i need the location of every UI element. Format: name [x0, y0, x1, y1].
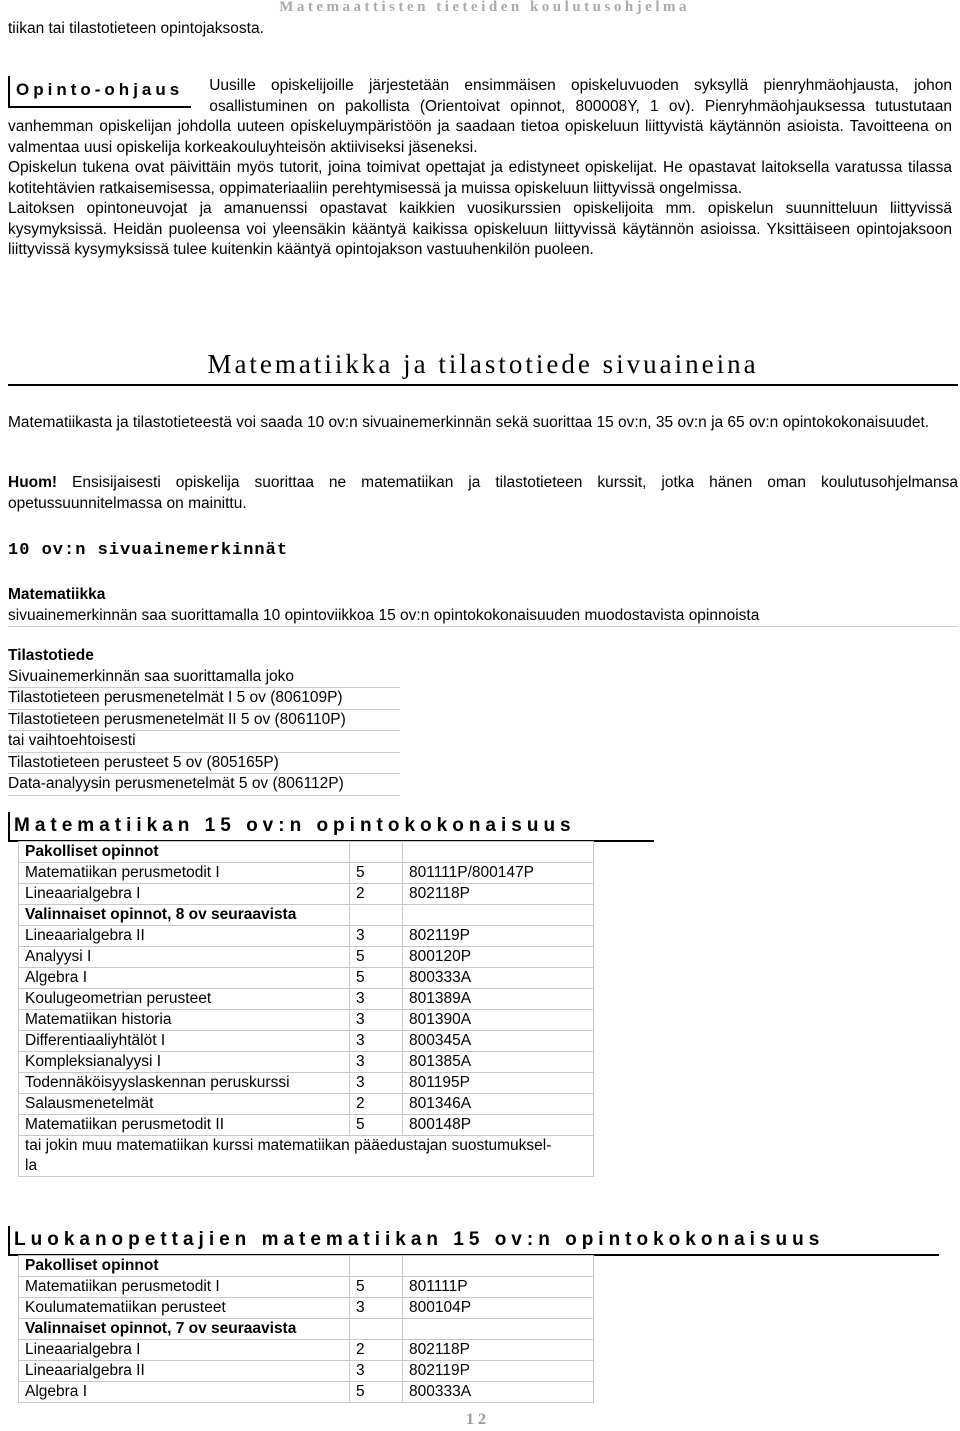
course-code: 802119P — [403, 1361, 594, 1382]
course-credits — [350, 842, 403, 863]
opinto-paragraph-2: Opiskelun tukena ovat päivittäin myös tutorit, joina toimivat opettajat ja edistyneet opiskelijat. He opastavat laitoksella varatussa tilassa kotitehtävien ratkaisemisessa, oppimateriaaliin perehtymisessä ja muissa opiskeluun liittyvissä ongelmissa. — [8, 159, 952, 197]
page-number: 12 — [466, 1411, 490, 1428]
course-credits: 3 — [350, 1010, 403, 1031]
course-row — [19, 1010, 594, 1031]
course-name: Kompleksianalyysi I — [19, 1052, 350, 1073]
note-line: tai jokin muu matematiikan kurssi matematiikan pääedustajan suostumuksel- — [25, 1137, 552, 1154]
course-credits — [350, 1319, 403, 1340]
course-credits: 3 — [350, 1073, 403, 1094]
course-code: 801389A — [403, 989, 594, 1010]
course-row — [19, 1361, 594, 1382]
matematiikka-text: sivuainemerkinnän saa suorittamalla 10 opintoviikkoa 15 ov:n opintokokonaisuuden muodostavista opinnoista — [8, 606, 958, 628]
course-code — [403, 905, 594, 926]
opinto-paragraph-3: Laitoksen opintoneuvojat ja amanuenssi opastavat kaikkien vuosikurssien opiskelijoita mm. opiskelun suunnitteluun liittyvissä kysymyksissä. Heidän puoleensa voi yleensäkin kääntyä kaikissa opiskeluun liittyvissä käytännön asioissa. Yksittäiseen opintojaksoon liittyvissä kysymyksissä tulee kuitenkin kääntyä opintojakson vastuuhenkilön puoleen. — [8, 200, 952, 258]
tilastotiede-line: Sivuainemerkinnän saa suorittamalla joko — [8, 667, 400, 689]
course-name: Matematiikan perusmetodit II — [19, 1115, 350, 1136]
course-code: 801385A — [403, 1052, 594, 1073]
opinto-ohjaus-heading: Opinto-ohjaus — [8, 76, 191, 108]
course-row — [19, 1382, 594, 1403]
course-code: 800333A — [403, 968, 594, 989]
course-row — [19, 1136, 594, 1177]
course-name: Koulugeometrian perusteet — [19, 989, 350, 1010]
course-name: Algebra I — [19, 968, 350, 989]
sivuaine-intro-block — [8, 413, 958, 434]
tilastotiede-line: Tilastotieteen perusmenetelmät II 5 ov (806110P) — [8, 710, 400, 732]
course-row — [19, 863, 594, 884]
continued-text: tiikan tai tilastotieteen opintojaksosta. — [8, 20, 264, 37]
huom-label: Huom! — [8, 474, 58, 491]
huom-paragraph — [8, 473, 958, 514]
huom-text: Ensisijaisesti opiskelija suorittaa ne matematiikan ja tilastotieteen kurssit, jotka hänen oman koulutusohjelmansa opetussuunnitelmassa on mainittu. — [8, 474, 958, 512]
course-code: 802118P — [403, 1340, 594, 1361]
tilastotiede-line: Data-analyysin perusmenetelmät 5 ov (806112P) — [8, 774, 400, 796]
tilastotiede-label: Tilastotiede — [8, 647, 94, 664]
course-row — [19, 905, 594, 926]
course-credits: 2 — [350, 1340, 403, 1361]
course-name: Koulumatematiikan perusteet — [19, 1298, 350, 1319]
matematiikka-block — [8, 585, 958, 627]
course-name: Salausmenetelmät — [19, 1094, 350, 1115]
course-code: 802119P — [403, 926, 594, 947]
course-row — [19, 1052, 594, 1073]
course-credits: 5 — [350, 947, 403, 968]
luokan-table — [18, 1255, 594, 1403]
tilastotiede-line: Tilastotieteen perusmenetelmät I 5 ov (806109P) — [8, 688, 400, 710]
course-name: Matematiikan historia — [19, 1010, 350, 1031]
course-row — [19, 1094, 594, 1115]
course-name: Pakolliset opinnot — [19, 1256, 350, 1277]
course-row — [19, 1319, 594, 1340]
other-course-note — [19, 1136, 594, 1177]
course-code: 800120P — [403, 947, 594, 968]
course-row — [19, 989, 594, 1010]
course-row — [19, 968, 594, 989]
course-credits: 5 — [350, 863, 403, 884]
course-name: Matematiikan perusmetodit I — [19, 863, 350, 884]
course-row — [19, 842, 594, 863]
sivuaine-intro: Matematiikasta ja tilastotieteestä voi saada 10 ov:n sivuainemerkinnän sekä suorittaa 15 ov:n, 35 ov:n ja 65 ov:n opintokokonaisuudet. — [8, 414, 930, 431]
course-credits: 3 — [350, 1052, 403, 1073]
course-code: 800333A — [403, 1382, 594, 1403]
course-credits: 3 — [350, 989, 403, 1010]
course-name: Pakolliset opinnot — [19, 842, 350, 863]
course-row — [19, 926, 594, 947]
course-name: Matematiikan perusmetodit I — [19, 1277, 350, 1298]
sivuaine-heading: Matematiikka ja tilastotiede sivuaineina — [8, 346, 958, 386]
course-credits: 5 — [350, 1115, 403, 1136]
course-credits: 3 — [350, 1361, 403, 1382]
course-name: Differentiaaliyhtälöt I — [19, 1031, 350, 1052]
course-name: Lineaarialgebra II — [19, 1361, 350, 1382]
course-name: Lineaarialgebra I — [19, 884, 350, 905]
course-code: 801111P/800147P — [403, 863, 594, 884]
course-code: 801195P — [403, 1073, 594, 1094]
course-credits: 3 — [350, 1031, 403, 1052]
matematiikka-label: Matematiikka — [8, 586, 106, 603]
course-code — [403, 1319, 594, 1340]
course-name: Lineaarialgebra I — [19, 1340, 350, 1361]
mat15-table — [18, 841, 594, 1177]
tilastotiede-line: Tilastotieteen perusteet 5 ov (805165P) — [8, 753, 400, 775]
course-credits: 3 — [350, 1298, 403, 1319]
course-code: 802118P — [403, 884, 594, 905]
course-row — [19, 1115, 594, 1136]
course-code — [403, 1256, 594, 1277]
course-name: Algebra I — [19, 1382, 350, 1403]
course-credits: 5 — [350, 1382, 403, 1403]
course-row — [19, 1256, 594, 1277]
tilastotiede-line: tai vaihtoehtoisesti — [8, 731, 400, 753]
course-name: Todennäköisyyslaskennan peruskurssi — [19, 1073, 350, 1094]
luokan-heading: Luokanopettajien matematiikan 15 ov:n opintokokonaisuus — [8, 1226, 939, 1256]
course-row — [19, 1298, 594, 1319]
mat15-heading: Matematiikan 15 ov:n opintokokonaisuus — [8, 812, 654, 842]
course-name: Valinnaiset opinnot, 7 ov seuraavista — [19, 1319, 350, 1340]
course-row — [19, 1073, 594, 1094]
huom-block — [8, 473, 958, 514]
merkinnat-heading: 10 ov:n sivuainemerkinnät — [8, 541, 289, 560]
course-credits: 5 — [350, 968, 403, 989]
course-row — [19, 1031, 594, 1052]
course-row — [19, 884, 594, 905]
course-row — [19, 1340, 594, 1361]
course-code: 801346A — [403, 1094, 594, 1115]
note-line: la — [25, 1157, 38, 1174]
course-credits — [350, 905, 403, 926]
course-name: Analyysi I — [19, 947, 350, 968]
course-code: 801111P — [403, 1277, 594, 1298]
course-credits: 2 — [350, 1094, 403, 1115]
course-name: Valinnaiset opinnot, 8 ov seuraavista — [19, 905, 350, 926]
course-code: 801390A — [403, 1010, 594, 1031]
tilastotiede-block — [8, 646, 400, 796]
course-row — [19, 1277, 594, 1298]
course-code — [403, 842, 594, 863]
course-name: Lineaarialgebra II — [19, 926, 350, 947]
course-code: 800148P — [403, 1115, 594, 1136]
course-code: 800104P — [403, 1298, 594, 1319]
course-credits: 5 — [350, 1277, 403, 1298]
course-credits: 3 — [350, 926, 403, 947]
course-credits — [350, 1256, 403, 1277]
opinto-paragraph-1: Uusille opiskelijoille järjestetään ensimmäisen opiskeluvuoden syksyllä pienryhmäohjausta, johon osallistuminen on pakollista (Orientoivat opinnot, 800008Y, 1 ov). Pienryhmäohjauksessa tutustutaan vanhemman opiskelijan johdolla uuteen opiskeluympäristöön ja saadaan tietoa opiskeluun liittyvistä käytännön asioista. Tavoitteena on valmentaa uusi opiskelija korkeakouluyhteisön aktiiviseksi jäseneksi. — [8, 77, 952, 156]
course-code: 800345A — [403, 1031, 594, 1052]
course-row — [19, 947, 594, 968]
course-credits: 2 — [350, 884, 403, 905]
running-head: Matemaattisten tieteiden koulutusohjelma — [279, 0, 690, 15]
opinto-ohjaus-section — [8, 76, 952, 261]
